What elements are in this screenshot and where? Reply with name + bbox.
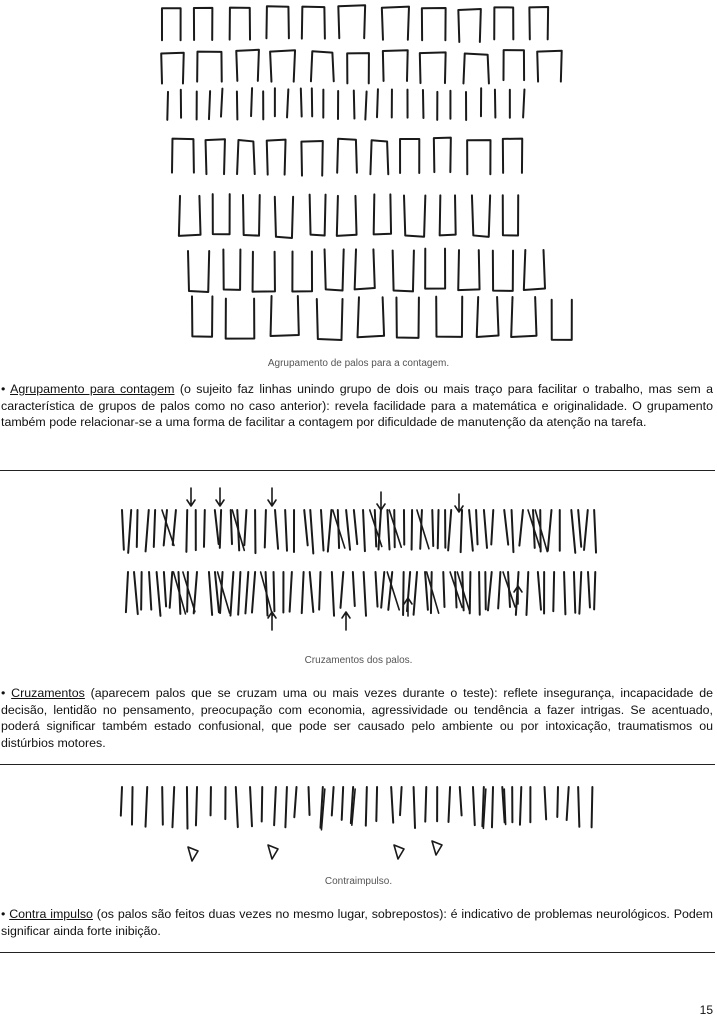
single-stroke — [498, 572, 500, 608]
single-stroke — [425, 572, 428, 610]
single-stroke — [564, 572, 565, 614]
grouped-stroke — [511, 297, 536, 337]
single-stroke — [523, 89, 524, 117]
paragraph-text: (aparecem palos que se cruzam uma ou mais vezes durante o teste): reflete insegurança, incapacidade de decisão, lentidão no pensamento, preocupação com economia, agressividade ou tendência a fazer intrigas. Se acentuado, poderá significar também estado confusional, que pode ser causado pelo ambiente ou por intoxicação, traumatismos ou distúrbios motores. — [1, 686, 713, 750]
paragraph-agrupamento — [1, 381, 713, 431]
single-stroke — [294, 787, 296, 817]
single-stroke — [301, 89, 302, 117]
single-stroke — [309, 787, 310, 815]
single-stroke — [420, 510, 422, 549]
single-stroke — [538, 572, 541, 610]
single-stroke — [592, 787, 593, 827]
single-stroke — [412, 510, 413, 550]
term-cruzamentos: Cruzamentos — [11, 686, 85, 700]
single-stroke — [353, 572, 355, 606]
grouped-stroke — [310, 195, 326, 236]
single-stroke — [492, 787, 493, 827]
single-stroke — [414, 787, 415, 828]
single-stroke — [137, 510, 138, 547]
single-stroke — [310, 510, 313, 553]
grouped-stroke — [503, 139, 522, 173]
single-stroke — [187, 572, 188, 612]
single-stroke — [231, 510, 232, 544]
grouped-stroke — [162, 8, 181, 40]
single-stroke — [134, 572, 138, 614]
single-stroke — [400, 787, 402, 815]
up-arrow — [268, 845, 278, 859]
single-stroke — [377, 89, 378, 117]
single-stroke — [251, 88, 252, 116]
single-stroke — [220, 510, 221, 548]
bullet: • — [1, 382, 6, 396]
grouped-stroke — [355, 249, 375, 289]
grouped-stroke — [503, 50, 524, 80]
grouped-stroke — [524, 250, 545, 290]
single-stroke — [319, 572, 320, 610]
grouped-stroke — [338, 5, 365, 38]
grouped-stroke — [467, 140, 490, 174]
grouped-stroke — [236, 50, 259, 81]
single-stroke — [484, 510, 487, 548]
grouped-stroke — [325, 249, 344, 290]
stroke-grouping-drawing — [0, 0, 717, 345]
single-stroke — [122, 510, 124, 550]
grouped-stroke — [358, 297, 385, 337]
single-stroke — [230, 572, 233, 616]
single-stroke — [290, 572, 292, 612]
single-stroke — [366, 787, 367, 826]
grouped-stroke — [370, 140, 388, 174]
single-stroke — [252, 572, 255, 613]
single-stroke — [387, 510, 389, 549]
paragraph-text: (os palos são feitos duas vezes no mesmo lugar, sobrepostos): é indicativo de problemas neurológicos. Podem significar ainda forte inibição. — [1, 907, 713, 938]
single-stroke — [285, 510, 287, 551]
grouped-stroke — [230, 8, 250, 40]
single-stroke — [204, 510, 205, 547]
grouped-stroke — [161, 53, 184, 84]
down-arrow — [377, 492, 385, 510]
single-stroke — [460, 787, 462, 815]
divider — [0, 952, 715, 953]
grouped-stroke — [400, 139, 419, 173]
single-stroke — [209, 572, 212, 615]
term-contra-impulso: Contra impulso — [9, 907, 93, 921]
single-stroke — [209, 91, 210, 119]
single-stroke — [154, 510, 155, 547]
single-stroke — [375, 572, 377, 607]
single-stroke — [548, 510, 552, 551]
up-arrow — [394, 845, 404, 859]
page-number: 15 — [699, 1003, 713, 1017]
single-stroke — [381, 572, 384, 608]
grouped-stroke — [347, 53, 369, 83]
single-stroke — [448, 787, 450, 822]
single-stroke — [391, 787, 393, 823]
single-stroke — [594, 510, 596, 553]
single-stroke — [469, 510, 473, 551]
paragraph-contra-impulso — [1, 906, 713, 939]
grouped-stroke — [552, 300, 572, 340]
single-stroke — [126, 572, 128, 612]
single-stroke — [579, 572, 581, 614]
single-stroke — [443, 572, 444, 607]
single-stroke — [414, 572, 417, 615]
single-stroke — [170, 572, 173, 608]
single-stroke — [491, 510, 493, 544]
grouped-stroke — [494, 7, 513, 39]
single-stroke — [250, 787, 252, 826]
bullet: • — [1, 907, 6, 921]
grouped-stroke — [393, 250, 414, 291]
single-stroke — [302, 572, 304, 613]
grouped-stroke — [237, 140, 255, 174]
up-arrow — [432, 841, 442, 855]
grouped-stroke — [472, 195, 490, 236]
single-stroke — [186, 510, 187, 552]
single-stroke — [244, 510, 246, 545]
grouped-stroke — [275, 197, 293, 238]
single-stroke — [187, 787, 188, 829]
grouped-stroke — [206, 139, 225, 174]
single-stroke — [164, 572, 166, 606]
grouped-stroke — [458, 250, 479, 290]
single-stroke — [275, 510, 278, 549]
single-stroke — [488, 572, 492, 610]
single-stroke — [328, 510, 332, 552]
figure-agrupamento — [0, 0, 717, 345]
grouped-stroke — [436, 297, 462, 337]
grouped-stroke — [537, 51, 561, 82]
grouped-stroke — [266, 6, 288, 38]
grouped-stroke — [503, 195, 518, 235]
single-stroke — [146, 787, 148, 827]
single-stroke — [215, 510, 219, 544]
single-stroke — [310, 572, 314, 612]
single-stroke — [132, 787, 133, 825]
up-arrow — [404, 598, 412, 616]
single-stroke — [157, 572, 161, 616]
grouped-stroke — [213, 194, 230, 234]
figure-caption-agrupamento: Agrupamento de palos para a contagem. — [267, 358, 450, 369]
grouped-stroke — [301, 141, 322, 176]
single-stroke — [470, 572, 471, 613]
grouped-stroke — [337, 196, 357, 236]
grouped-stroke — [529, 7, 548, 39]
grouped-stroke — [223, 250, 240, 290]
single-stroke — [196, 787, 197, 825]
single-stroke — [376, 787, 377, 821]
grouped-stroke — [434, 138, 451, 173]
single-stroke — [473, 787, 475, 825]
single-stroke — [504, 510, 508, 545]
grouped-stroke — [270, 50, 295, 81]
grouped-stroke — [197, 52, 222, 82]
figure-caption-cruzamentos: Cruzamentos dos palos. — [304, 655, 413, 666]
single-stroke — [520, 787, 521, 825]
single-stroke — [332, 572, 334, 616]
single-stroke — [245, 572, 248, 613]
stroke-crossing-drawing — [0, 480, 717, 650]
single-stroke — [194, 572, 197, 613]
grouped-stroke — [420, 52, 446, 83]
single-stroke — [574, 572, 575, 613]
single-stroke — [425, 787, 426, 822]
grouped-stroke — [493, 251, 513, 291]
divider — [0, 764, 715, 765]
down-arrow — [216, 488, 224, 506]
single-stroke — [121, 787, 122, 816]
single-stroke — [167, 92, 168, 120]
grouped-stroke — [311, 51, 334, 81]
single-stroke — [512, 510, 514, 552]
figure-contraimpulso — [0, 775, 717, 870]
figure-cruzamentos — [0, 480, 717, 650]
single-stroke — [588, 572, 590, 607]
grouped-stroke — [404, 195, 425, 236]
up-arrow — [268, 612, 276, 630]
grouped-stroke — [337, 139, 357, 173]
single-stroke — [265, 510, 266, 547]
grouped-stroke — [192, 296, 212, 336]
grouped-stroke — [425, 249, 445, 289]
single-stroke — [173, 510, 176, 545]
single-stroke — [238, 572, 240, 615]
single-stroke — [584, 510, 588, 550]
down-arrow — [187, 488, 195, 506]
paragraph-text: (o sujeito faz linhas unindo grupo de dois ou mais traço para facilitar o trabalho, mas sem a característica de grupos de palos como no caso anterior): revela facilidade para a matemática e originalidade. O grupamento também pode relacionar-se a uma forma de facilitar a contagem por dificuldade de manutenção da atenção na tarefa. — [1, 382, 713, 429]
up-arrow — [514, 586, 522, 604]
up-arrow — [188, 847, 198, 861]
grouped-stroke — [383, 50, 408, 81]
single-stroke — [567, 787, 569, 820]
single-stroke — [571, 510, 575, 553]
grouped-stroke — [172, 139, 194, 173]
single-stroke — [321, 510, 324, 551]
grouped-stroke — [440, 195, 456, 235]
single-stroke — [340, 572, 343, 608]
single-stroke — [332, 787, 334, 815]
term-agrupamento: Agrupamento para contagem — [10, 382, 175, 396]
single-stroke — [354, 510, 357, 544]
single-stroke — [220, 572, 222, 613]
single-stroke — [526, 572, 528, 615]
single-stroke — [162, 787, 163, 825]
grouped-stroke — [292, 251, 312, 291]
single-stroke — [342, 787, 343, 820]
grouped-stroke — [422, 8, 446, 40]
grouped-stroke — [226, 299, 255, 339]
stroke-counterimpulse-drawing — [0, 775, 717, 870]
grouped-stroke — [267, 140, 286, 175]
grouped-stroke — [382, 7, 409, 40]
single-stroke — [594, 572, 595, 609]
crossing-stroke — [183, 572, 195, 612]
single-stroke — [236, 787, 238, 827]
figure-caption-contraimpulso: Contraimpulso. — [324, 876, 393, 887]
single-stroke — [578, 787, 579, 827]
single-stroke — [545, 787, 547, 819]
grouped-stroke — [458, 9, 481, 42]
single-stroke — [215, 572, 219, 612]
single-stroke — [432, 510, 433, 546]
down-arrow — [268, 488, 276, 506]
grouped-stroke — [271, 296, 299, 336]
grouped-stroke — [194, 8, 212, 40]
single-stroke — [287, 89, 288, 117]
grouped-stroke — [374, 194, 391, 234]
grouped-stroke — [188, 251, 209, 292]
single-stroke — [274, 572, 275, 611]
single-stroke — [476, 510, 477, 544]
grouped-stroke — [317, 299, 343, 340]
single-stroke — [146, 510, 149, 551]
crossing-stroke — [417, 510, 429, 549]
single-stroke — [274, 787, 276, 825]
bullet: • — [1, 686, 6, 700]
single-stroke — [431, 572, 432, 613]
single-stroke — [364, 572, 366, 616]
single-stroke — [448, 510, 451, 550]
single-stroke — [479, 572, 480, 615]
paragraph-cruzamentos — [1, 685, 713, 751]
single-stroke — [557, 787, 558, 817]
grouped-stroke — [179, 196, 201, 236]
single-stroke — [221, 89, 222, 117]
single-stroke — [365, 92, 366, 120]
single-stroke — [578, 510, 581, 547]
single-stroke — [304, 510, 307, 545]
single-stroke — [128, 510, 131, 553]
single-stroke — [354, 91, 355, 119]
single-stroke — [403, 572, 404, 615]
grouped-stroke — [302, 7, 325, 39]
single-stroke — [553, 572, 554, 611]
single-stroke — [461, 510, 462, 552]
grouped-stroke — [396, 297, 418, 337]
grouped-stroke — [243, 195, 260, 236]
grouped-stroke — [477, 297, 499, 337]
single-stroke — [438, 510, 439, 548]
single-stroke — [149, 572, 151, 610]
single-stroke — [172, 787, 174, 827]
single-stroke — [519, 510, 523, 546]
single-stroke — [285, 787, 287, 827]
grouped-stroke — [463, 53, 488, 83]
single-stroke — [262, 787, 263, 822]
single-stroke — [346, 510, 350, 550]
grouped-stroke — [253, 252, 275, 292]
single-stroke — [363, 510, 365, 551]
up-arrow — [342, 612, 350, 630]
divider — [0, 470, 715, 471]
